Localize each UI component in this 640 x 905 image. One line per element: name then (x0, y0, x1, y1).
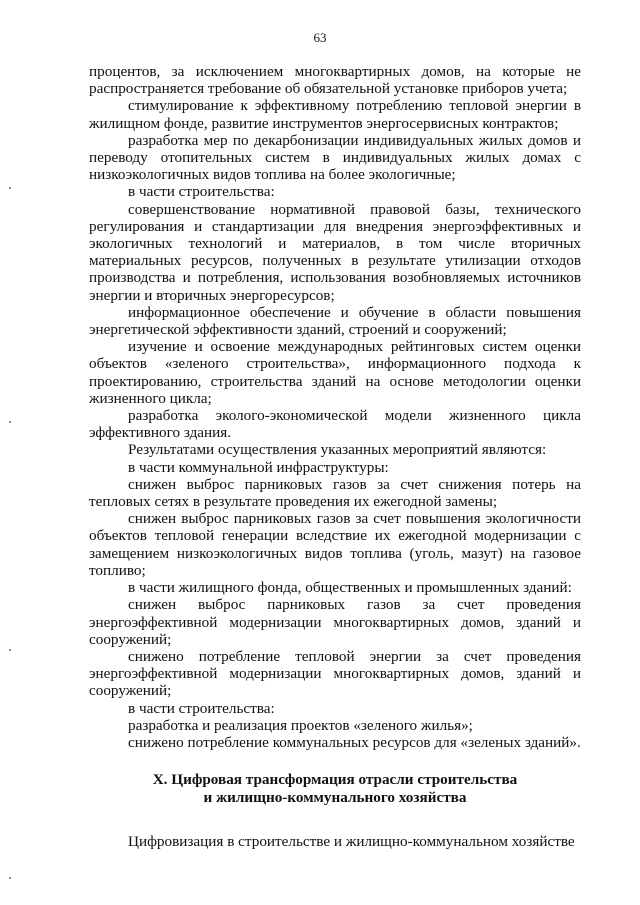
scan-speck (9, 421, 11, 423)
paragraph: Цифровизация в строительстве и жилищно-коммунальном хозяйстве (128, 833, 575, 851)
scan-speck (9, 649, 11, 651)
paragraph: разработка эколого-экономической модели жизненного цикла эффективного здания. (89, 407, 581, 442)
paragraph: снижен выброс парниковых газов за счет снижения потерь на тепловых сетях в результате проведения их ежегодной замены; (89, 475, 581, 511)
paragraph: стимулирование к эффективному потреблению тепловой энергии в жилищном фонде, развитие инструментов энергосервисных контрактов; (89, 97, 581, 132)
paragraph: снижен выброс парниковых газов за счет проведения энергоэффективной модернизации многоквартирных домов, зданий и сооружений; (89, 596, 581, 648)
section-heading-line: X. Цифровая трансформация отрасли строительства (152, 771, 518, 789)
paragraph: снижено потребление коммунальных ресурсов для «зеленых зданий». (128, 733, 581, 751)
paragraph: в части коммунальной инфраструктуры: (128, 458, 389, 476)
scan-speck (9, 877, 11, 879)
paragraph: Результатами осуществления указанных мероприятий являются: (128, 441, 547, 459)
document-body (89, 63, 581, 850)
paragraph: разработка и реализация проектов «зеленого жилья»; (128, 716, 473, 734)
paragraph: в части строительства: (128, 699, 275, 717)
section-heading-line: и жилищно-коммунального хозяйства (203, 789, 467, 807)
paragraph: изучение и освоение международных рейтинговых систем оценки объектов «зеленого строительства», информационного подхода к проектированию, строительства зданий на основе методологии оценки жизненного цикла; (89, 338, 581, 407)
scan-speck (9, 187, 11, 189)
section-heading (89, 771, 581, 807)
paragraph: снижено потребление тепловой энергии за счет проведения энергоэффективной модернизации многоквартирных домов, зданий и сооружений; (89, 647, 581, 700)
paragraph: снижен выброс парниковых газов за счет повышения экологичности объектов тепловой генерации вследствие их ежегодной модернизации с замещением низкоэкологичных видов топлива (уголь, мазут) на газовое топливо; (89, 510, 581, 579)
paragraph: совершенствование нормативной правовой базы, технического регулирования и стандартизации для внедрения энергоэффективных и экологичных технологий и материалов, в том числе вторичных материальных ресурсов, полученных в результате утилизации отходов производства и потребления, использования возобновляемых источников энергии и вторичных энергоресурсов; (89, 200, 581, 304)
paragraph: процентов, за исключением многоквартирных домов, на которые не распространяется требование об обязательной установке приборов учета; (89, 63, 581, 98)
paragraph: разработка мер по декарбонизации индивидуальных жилых домов и переводу отопительных систем в индивидуальных жилых домах с низкоэкологичных видов топлива на более экологичные; (89, 131, 581, 184)
paragraph: в части строительства: (128, 183, 275, 201)
paragraph: в части жилищного фонда, общественных и промышленных зданий: (128, 579, 572, 597)
page-number: 63 (313, 30, 327, 45)
paragraph: информационное обеспечение и обучение в области повышения энергетической эффективности зданий, строений и сооружений; (89, 303, 581, 339)
